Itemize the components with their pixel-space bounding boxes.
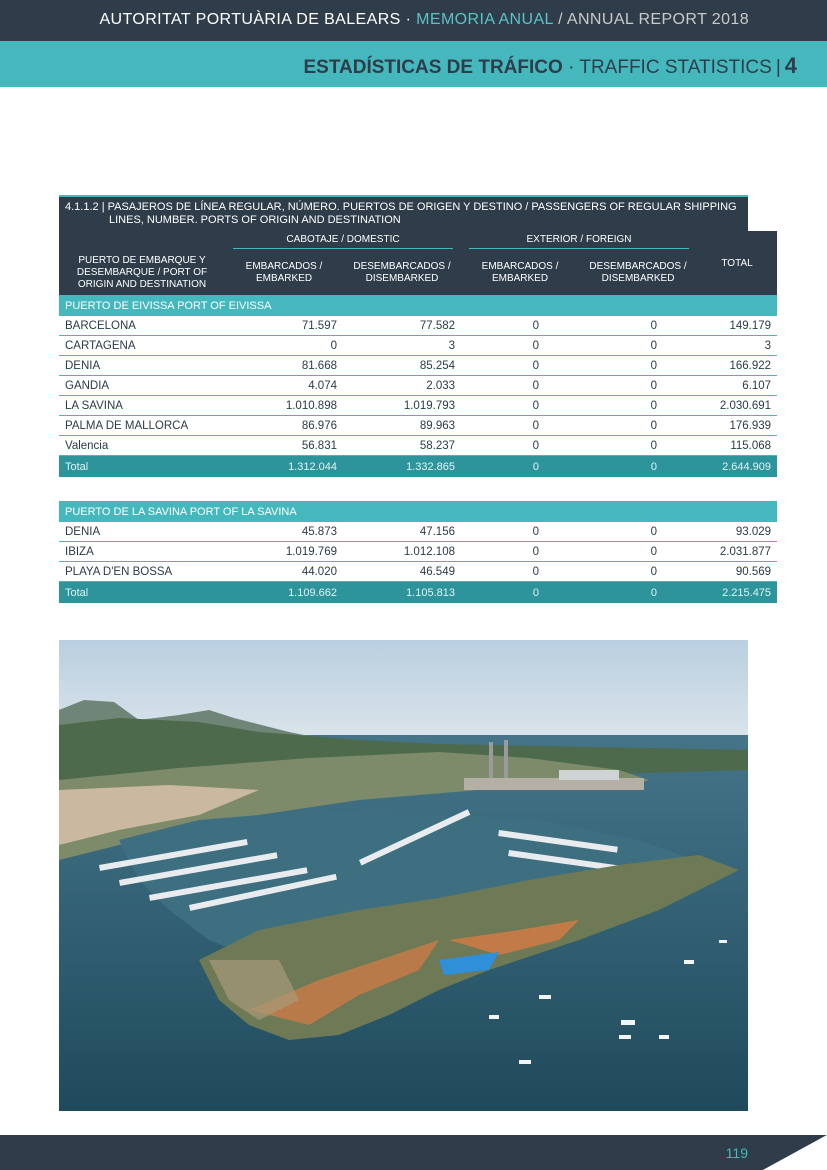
section-title-eivissa: PUERTO DE EIVISSA PORT OF EIVISSA bbox=[59, 295, 777, 316]
page-footer bbox=[0, 1135, 827, 1170]
eivissa-rows bbox=[59, 316, 777, 456]
port-cell: BARCELONA bbox=[59, 316, 225, 336]
total-label: Total bbox=[59, 456, 225, 478]
dom-embarked-cell: 1.019.769 bbox=[225, 542, 343, 562]
table-caption bbox=[59, 195, 748, 231]
dom-disembarked-cell: 77.582 bbox=[343, 316, 461, 336]
dom-embarked-cell: 4.074 bbox=[225, 376, 343, 396]
port-cell: PALMA DE MALLORCA bbox=[59, 416, 225, 436]
for-embarked-cell: 0 bbox=[461, 396, 579, 416]
port-cell: IBIZA bbox=[59, 542, 225, 562]
savina-rows bbox=[59, 522, 777, 582]
header-separator: · bbox=[400, 11, 417, 28]
total-for-disembarked: 0 bbox=[579, 456, 697, 478]
header-total: TOTAL bbox=[697, 231, 777, 295]
for-disembarked-cell: 0 bbox=[579, 436, 697, 456]
table-row bbox=[59, 316, 777, 336]
marina-aerial-photo bbox=[59, 640, 748, 1111]
header-port: PUERTO DE EMBARQUE Y DESEMBARQUE / PORT OF ORIGIN AND DESTINATION bbox=[59, 251, 225, 295]
for-embarked-cell: 0 bbox=[461, 562, 579, 582]
header-dom-embarked: EMBARCADOS / EMBARKED bbox=[225, 251, 343, 295]
total-cell: 90.569 bbox=[697, 562, 777, 582]
table-row bbox=[59, 436, 777, 456]
for-embarked-cell: 0 bbox=[461, 436, 579, 456]
stats-table-savina bbox=[59, 501, 777, 603]
dom-disembarked-cell: 2.033 bbox=[343, 376, 461, 396]
for-disembarked-cell: 0 bbox=[579, 522, 697, 542]
dom-disembarked-cell: 58.237 bbox=[343, 436, 461, 456]
for-embarked-cell: 0 bbox=[461, 542, 579, 562]
for-embarked-cell: 0 bbox=[461, 376, 579, 396]
dom-embarked-cell: 86.976 bbox=[225, 416, 343, 436]
total-cell: 149.179 bbox=[697, 316, 777, 336]
header-dom-disembarked: DESEMBARCADOS / DISEMBARKED bbox=[343, 251, 461, 295]
header-foreign: EXTERIOR / FOREIGN bbox=[461, 231, 697, 251]
total-for-embarked: 0 bbox=[461, 582, 579, 604]
dom-embarked-cell: 44.020 bbox=[225, 562, 343, 582]
table-row bbox=[59, 416, 777, 436]
for-embarked-cell: 0 bbox=[461, 416, 579, 436]
section-title-band bbox=[0, 41, 827, 87]
header-domestic: CABOTAJE / DOMESTIC bbox=[225, 231, 461, 251]
dom-disembarked-cell: 85.254 bbox=[343, 356, 461, 376]
for-embarked-cell: 0 bbox=[461, 356, 579, 376]
section-title-es: ESTADÍSTICAS DE TRÁFICO bbox=[303, 57, 563, 78]
for-embarked-cell: 0 bbox=[461, 316, 579, 336]
section-row-savina bbox=[59, 501, 777, 522]
for-disembarked-cell: 0 bbox=[579, 376, 697, 396]
section-title-en: TRAFFIC STATISTICS bbox=[579, 57, 772, 78]
port-cell: CARTAGENA bbox=[59, 336, 225, 356]
total-cell: 93.029 bbox=[697, 522, 777, 542]
table-row bbox=[59, 396, 777, 416]
for-disembarked-cell: 0 bbox=[579, 316, 697, 336]
table-row bbox=[59, 542, 777, 562]
top-header-bar bbox=[0, 0, 827, 41]
table-row bbox=[59, 376, 777, 396]
table-row bbox=[59, 562, 777, 582]
dom-embarked-cell: 1.010.898 bbox=[225, 396, 343, 416]
total-total: 2.644.909 bbox=[697, 456, 777, 478]
header-group-row bbox=[59, 231, 777, 251]
for-disembarked-cell: 0 bbox=[579, 416, 697, 436]
dom-disembarked-cell: 46.549 bbox=[343, 562, 461, 582]
total-for-disembarked: 0 bbox=[579, 582, 697, 604]
total-cell: 115.068 bbox=[697, 436, 777, 456]
report-title-en: ANNUAL REPORT 2018 bbox=[566, 11, 749, 28]
dom-embarked-cell: 71.597 bbox=[225, 316, 343, 336]
section-title-savina: PUERTO DE LA SAVINA PORT OF LA SAVINA bbox=[59, 501, 777, 522]
report-header bbox=[99, 11, 749, 29]
total-dom-embarked: 1.312.044 bbox=[225, 456, 343, 478]
footer-diagonal-icon bbox=[757, 1135, 827, 1170]
total-cell: 2.031.877 bbox=[697, 542, 777, 562]
for-disembarked-cell: 0 bbox=[579, 336, 697, 356]
organization-name: AUTORITAT PORTUÀRIA DE BALEARS bbox=[99, 11, 401, 28]
caption-line-2: LINES, NUMBER. PORTS OF ORIGIN AND DESTINATION bbox=[109, 214, 401, 226]
section-number: 4 bbox=[784, 53, 797, 78]
header-column-row bbox=[59, 251, 777, 295]
dom-disembarked-cell: 47.156 bbox=[343, 522, 461, 542]
dom-disembarked-cell: 3 bbox=[343, 336, 461, 356]
port-cell: DENIA bbox=[59, 522, 225, 542]
dom-disembarked-cell: 1.012.108 bbox=[343, 542, 461, 562]
dom-disembarked-cell: 1.019.793 bbox=[343, 396, 461, 416]
for-disembarked-cell: 0 bbox=[579, 356, 697, 376]
total-cell: 2.030.691 bbox=[697, 396, 777, 416]
passengers-table-savina bbox=[59, 501, 772, 603]
table-row bbox=[59, 356, 777, 376]
port-cell: PLAYA D'EN BOSSA bbox=[59, 562, 225, 582]
header-slash: / bbox=[553, 11, 567, 28]
total-total: 2.215.475 bbox=[697, 582, 777, 604]
header-for-disembarked: DESEMBARCADOS / DISEMBARKED bbox=[579, 251, 697, 295]
page-number: 119 bbox=[725, 1145, 748, 1161]
stats-table-eivissa bbox=[59, 231, 777, 477]
header-blank bbox=[59, 231, 225, 251]
port-cell: LA SAVINA bbox=[59, 396, 225, 416]
dom-embarked-cell: 0 bbox=[225, 336, 343, 356]
total-label: Total bbox=[59, 582, 225, 604]
section-title bbox=[303, 53, 797, 79]
total-cell: 166.922 bbox=[697, 356, 777, 376]
dom-embarked-cell: 45.873 bbox=[225, 522, 343, 542]
total-row-eivissa bbox=[59, 456, 777, 478]
section-bar: | bbox=[775, 57, 781, 78]
dom-disembarked-cell: 89.963 bbox=[343, 416, 461, 436]
for-disembarked-cell: 0 bbox=[579, 562, 697, 582]
for-disembarked-cell: 0 bbox=[579, 542, 697, 562]
section-row-eivissa bbox=[59, 295, 777, 316]
dom-embarked-cell: 81.668 bbox=[225, 356, 343, 376]
for-embarked-cell: 0 bbox=[461, 522, 579, 542]
total-dom-disembarked: 1.105.813 bbox=[343, 582, 461, 604]
section-separator: · bbox=[562, 57, 580, 78]
header-for-embarked: EMBARCADOS / EMBARKED bbox=[461, 251, 579, 295]
for-disembarked-cell: 0 bbox=[579, 396, 697, 416]
port-cell: Valencia bbox=[59, 436, 225, 456]
total-dom-disembarked: 1.332.865 bbox=[343, 456, 461, 478]
caption-line-1: 4.1.1.2 | PASAJEROS DE LÍNEA REGULAR, NÚMERO. PUERTOS DE ORIGEN Y DESTINO / PASSENGERS OF REGULAR SHIPPING bbox=[65, 201, 737, 213]
total-dom-embarked: 1.109.662 bbox=[225, 582, 343, 604]
port-cell: GANDIA bbox=[59, 376, 225, 396]
table-row bbox=[59, 522, 777, 542]
total-cell: 3 bbox=[697, 336, 777, 356]
table-row bbox=[59, 336, 777, 356]
for-embarked-cell: 0 bbox=[461, 336, 579, 356]
total-cell: 6.107 bbox=[697, 376, 777, 396]
passengers-table bbox=[59, 195, 772, 477]
dom-embarked-cell: 56.831 bbox=[225, 436, 343, 456]
total-for-embarked: 0 bbox=[461, 456, 579, 478]
report-title-es: MEMORIA ANUAL bbox=[416, 11, 554, 28]
total-cell: 176.939 bbox=[697, 416, 777, 436]
total-row-savina bbox=[59, 582, 777, 604]
port-cell: DENIA bbox=[59, 356, 225, 376]
